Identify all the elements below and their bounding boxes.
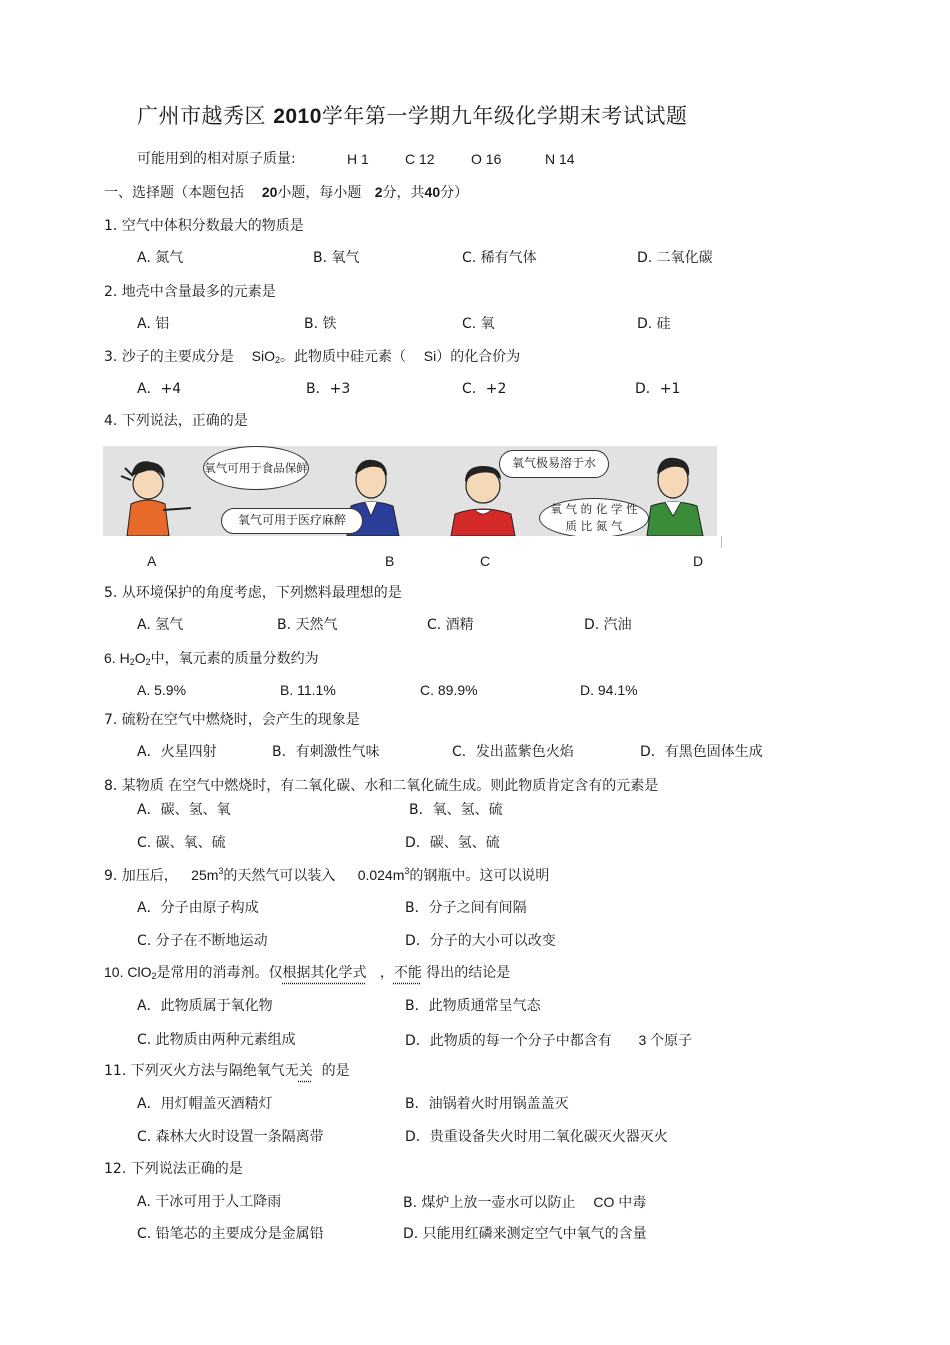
- q5-option-a: A. 氢气: [137, 617, 184, 633]
- q10-option-a: A．此物质属于氧化物: [137, 998, 273, 1014]
- atomic-mass-c: C 12: [405, 151, 435, 167]
- q7-option-b: B．有刺激性气味: [272, 744, 380, 760]
- q7-option-c: C．发出蓝紫色火焰: [452, 744, 574, 760]
- q12-option-a: A. 干冰可用于人工降雨: [137, 1194, 282, 1210]
- man-d-figure-icon: [647, 458, 703, 536]
- question-2-stem: 2. 地壳中含量最多的元素是: [104, 284, 276, 300]
- q1-option-c: C. 稀有气体: [462, 250, 537, 266]
- question-6-stem: 6. $H_2O_2$中，氧元素的质量分数约为: [104, 650, 319, 667]
- atomic-mass-n: N 14: [545, 151, 575, 167]
- q6-option-d: D. 94.1%: [580, 682, 638, 698]
- page-title: 广州市越秀区 2010学年第一学期九年级化学期末考试试题: [137, 104, 688, 128]
- section-heading: 一、选择题（本题包括 20小题，每小题 2分，共40分）: [104, 184, 469, 201]
- q6-option-a: A. 5.9%: [137, 682, 187, 698]
- atomic-mass-h: H 1: [347, 151, 369, 167]
- question-12-stem: 12. 下列说法正确的是: [104, 1161, 243, 1177]
- q8-option-a: A．碳、氢、氧: [137, 802, 231, 818]
- q12-option-d: D. 只能用红磷来测定空气中氧气的含量: [403, 1226, 647, 1242]
- q3-option-c: C．+2: [462, 381, 507, 397]
- question-8-stem: 8. 某物质 在空气中燃烧时，有二氧化碳、水和二氧化硫生成。则此物质肯定含有的元素是: [104, 778, 659, 794]
- q1-option-b: B. 氧气: [313, 250, 360, 266]
- atomic-mass-o: O 16: [471, 151, 502, 167]
- q3-option-a: A．+4: [137, 381, 182, 397]
- question-11-stem: 11. 下列灭火方法与隔绝氧气无关 的是: [104, 1063, 350, 1079]
- q10-option-d: D．此物质的每一个分子中都含有 3 个原子: [405, 1032, 693, 1049]
- question-7-stem: 7. 硫粉在空气中燃烧时，会产生的现象是: [104, 712, 360, 728]
- q9-option-c: C. 分子在不断地运动: [137, 933, 268, 949]
- q11-option-b: B．油锅着火时用锅盖盖灭: [405, 1096, 569, 1112]
- cartoon-caption-frame: [103, 536, 722, 548]
- question-5-stem: 5. 从环境保护的角度考虑，下列燃料最理想的是: [104, 585, 402, 601]
- q5-option-c: C. 酒精: [427, 617, 474, 633]
- q3-option-b: B．+3: [306, 381, 351, 397]
- q5-option-d: D. 汽油: [584, 617, 632, 633]
- q9-option-b: B．分子之间有间隔: [405, 900, 527, 916]
- q6-option-c: C. 89.9%: [420, 682, 478, 698]
- q12-option-c: C. 铅笔芯的主要成分是金属铅: [137, 1226, 324, 1242]
- q1-option-a: A. 氮气: [137, 250, 184, 266]
- question-3-stem: 3. 沙子的主要成分是 SiO$_2$。此物质中硅元素（ Si）的化合价为: [104, 348, 521, 365]
- atomic-mass-label: 可能用到的相对原子质量:: [137, 151, 296, 167]
- q8-option-d: D．碳、氢、硫: [405, 835, 500, 851]
- q4-cartoon-strip: [103, 446, 717, 536]
- bubble-a: 氧气可用于食品保鲜: [203, 446, 309, 490]
- q6-option-b: B. 11.1%: [280, 682, 336, 698]
- q11-option-a: A．用灯帽盖灭酒精灯: [137, 1096, 273, 1112]
- q5-option-b: B. 天然气: [277, 617, 338, 633]
- bubble-c: 氧气极易溶于水: [499, 450, 609, 478]
- q10-option-c: C. 此物质由两种元素组成: [137, 1032, 296, 1048]
- q11-option-c: C. 森林大火时设置一条隔离带: [137, 1129, 324, 1145]
- cartoon-caption-d: D: [693, 553, 704, 569]
- bubble-b: 氧气可用于医疗麻醉: [221, 508, 363, 534]
- q12-option-b: B. 煤炉上放一壶水可以防止 CO 中毒: [403, 1194, 647, 1211]
- q3-option-d: D．+1: [635, 381, 681, 397]
- q2-option-b: B. 铁: [304, 316, 337, 332]
- girl-figure-icon: [121, 461, 191, 536]
- q7-option-a: A．火星四射: [137, 744, 217, 760]
- question-4-stem: 4. 下列说法，正确的是: [104, 413, 248, 429]
- q7-option-d: D．有黑色固体生成: [640, 744, 763, 760]
- q11-option-d: D．贵重设备失火时用二氧化碳灭火器灭火: [405, 1129, 668, 1145]
- cartoon-caption-a: A: [147, 553, 157, 569]
- q9-option-d: D．分子的大小可以改变: [405, 933, 556, 949]
- boy-c-figure-icon: [451, 466, 515, 536]
- q9-option-a: A．分子由原子构成: [137, 900, 259, 916]
- q1-option-d: D. 二氧化碳: [637, 250, 713, 266]
- q2-option-d: D. 硅: [637, 316, 671, 332]
- q8-option-c: C. 碳、氧、硫: [137, 835, 226, 851]
- q10-option-b: B．此物质通常呈气态: [405, 998, 541, 1014]
- q2-option-c: C. 氧: [462, 316, 495, 332]
- q8-option-b: B．氧、氢、硫: [409, 802, 503, 818]
- question-1-stem: 1. 空气中体积分数最大的物质是: [104, 218, 304, 234]
- cartoon-caption-b: B: [385, 553, 395, 569]
- bubble-d: 氧 气 的 化 学 性 质 比 氮 气: [539, 498, 649, 536]
- question-10-stem: 10. ClO$_2$是常用的消毒剂。仅根据其化学式 ，不能 得出的结论是: [104, 964, 511, 981]
- q2-option-a: A. 铝: [137, 316, 170, 332]
- cartoon-caption-c: C: [480, 553, 491, 569]
- question-9-stem: 9. 加压后， $25m^3$的天然气可以装入 $0.024m^3$的钢瓶中。这可以说明: [104, 866, 550, 884]
